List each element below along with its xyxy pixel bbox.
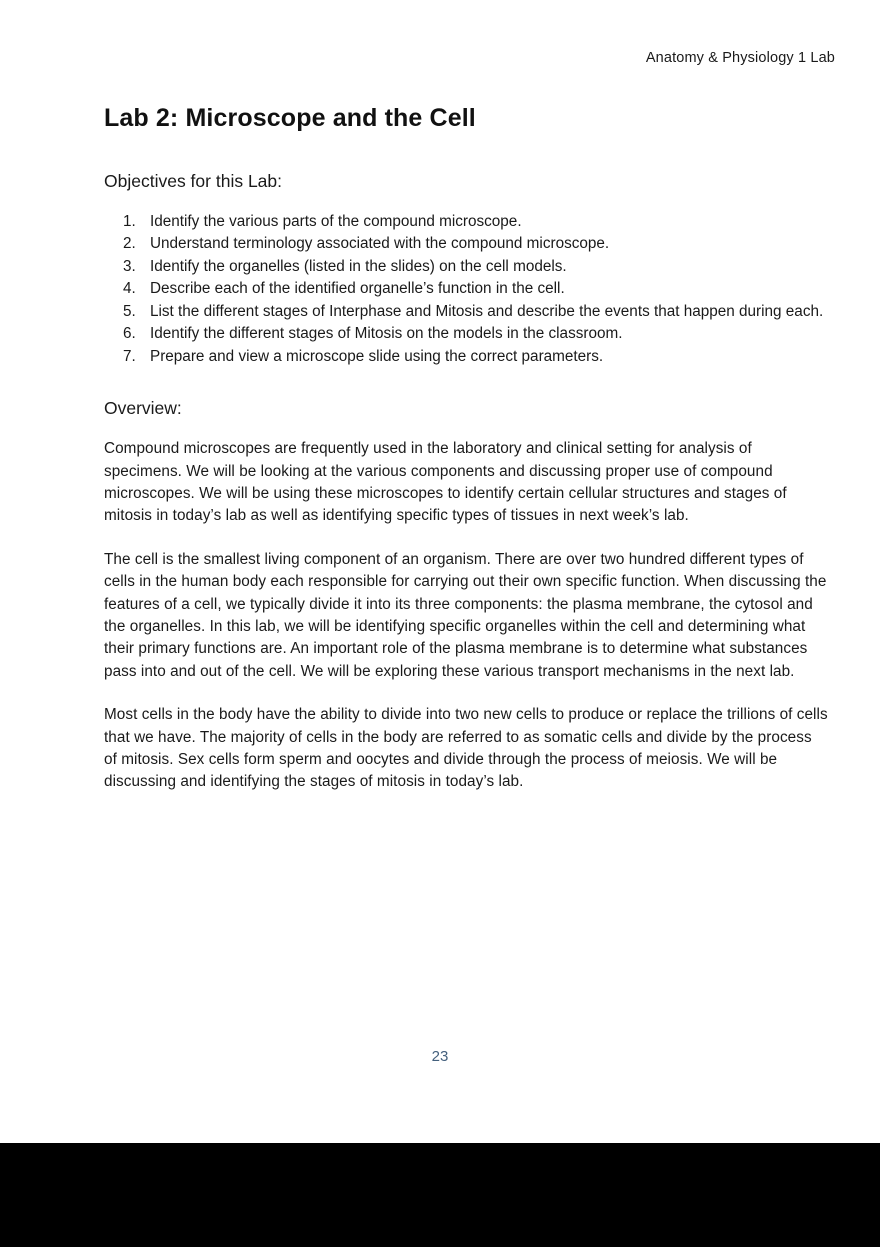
- list-item: 2. Understand terminology associated with the compound microscope.: [140, 233, 828, 255]
- list-item: 4. Describe each of the identified organelle’s function in the cell.: [140, 278, 828, 300]
- objectives-list: [104, 211, 828, 368]
- list-item: 5. List the different stages of Interphase and Mitosis and describe the events that happen during each.: [140, 301, 828, 323]
- bottom-black-bar: [0, 1143, 880, 1247]
- overview-paragraph-3: Most cells in the body have the ability to divide into two new cells to produce or replace the trillions of cells that we have. The majority of cells in the body are referred to as somatic cells and divide by the process of mitosis. Sex cells form sperm and oocytes and divide through the process of meiosis. We will be discussing and identifying the stages of mitosis in today’s lab.: [104, 706, 828, 791]
- list-item: 7. Prepare and view a microscope slide using the correct parameters.: [140, 346, 828, 368]
- running-header: Anatomy & Physiology 1 Lab: [645, 50, 835, 66]
- page-number: 23: [431, 1048, 449, 1065]
- list-item: 1. Identify the various parts of the compound microscope.: [140, 211, 828, 233]
- overview-heading: Overview:: [104, 398, 182, 419]
- overview-paragraph-2: The cell is the smallest living component of an organism. There are over two hundred different types of cells in the human body each responsible for carrying out their own specific function. When discussing the features of a cell, we typically divide it into its three components: the plasma membrane, the cytosol and the organelles. In this lab, we will be identifying specific organelles within the cell and determining what their primary functions are. An important role of the plasma membrane is to determine what substances pass into and out of the cell. We will be exploring these various transport mechanisms in the next lab.: [104, 550, 827, 680]
- list-item: 3. Identify the organelles (listed in the slides) on the cell models.: [140, 256, 828, 278]
- overview-paragraph-1: Compound microscopes are frequently used in the laboratory and clinical setting for analysis of specimens. We will be looking at the various components and discussing proper use of compound microscopes. We will be using these microscopes to identify certain cellular structures and stages of mitosis in today’s lab as well as identifying specific types of tissues in next week’s lab.: [104, 440, 787, 525]
- page-title: Lab 2: Microscope and the Cell: [104, 104, 476, 132]
- list-item: 6. Identify the different stages of Mitosis on the models in the classroom.: [140, 323, 828, 345]
- objectives-heading: Objectives for this Lab:: [104, 170, 282, 191]
- page-content: [104, 104, 828, 794]
